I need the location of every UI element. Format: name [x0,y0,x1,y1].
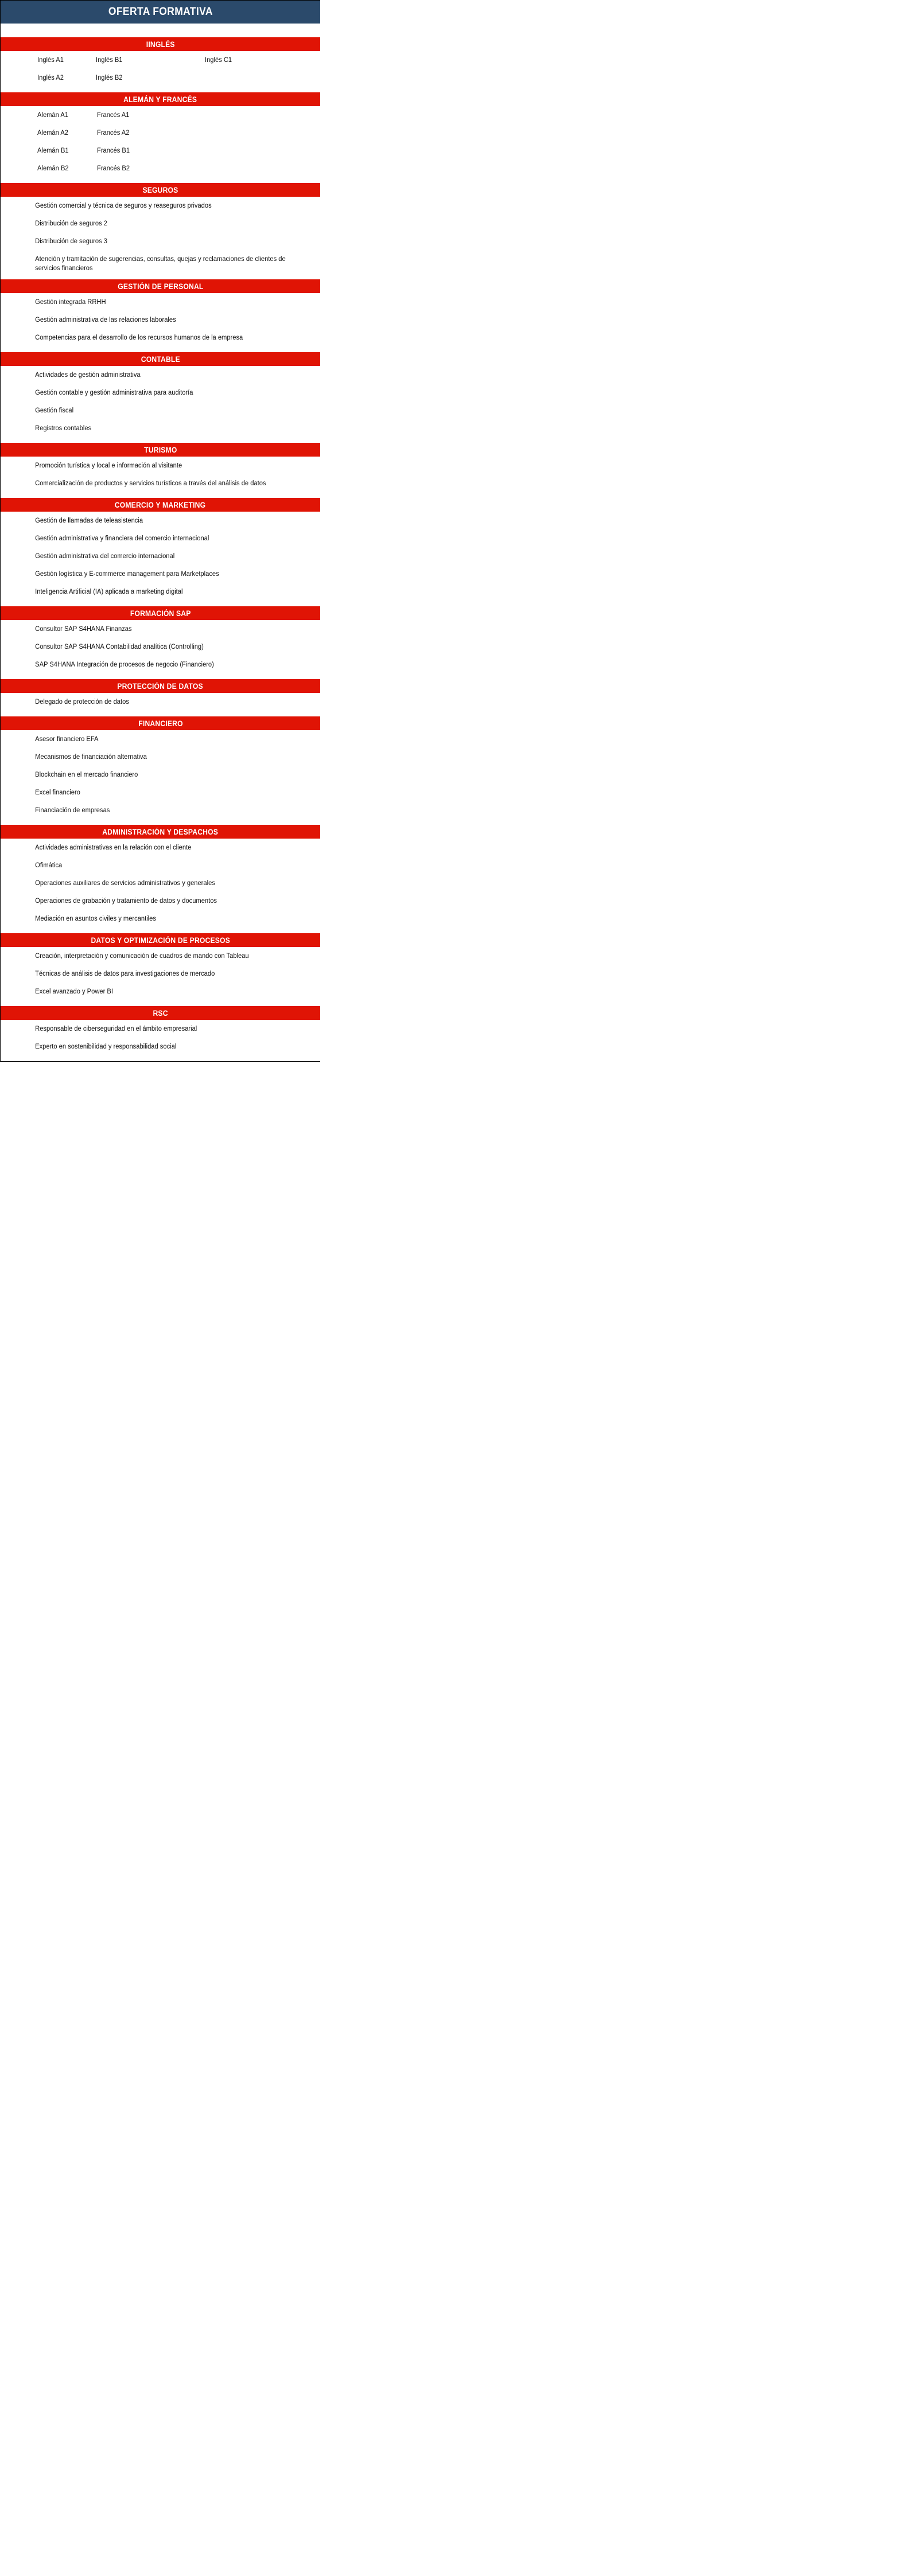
course-row [1,768,320,786]
course-item: Atención y tramitación de sugerencias, consultas, quejas y reclamaciones de clientes de servicios financieros [35,256,286,272]
course-row [1,1040,320,1058]
section-body [1,839,320,933]
course-item: Mecanismos de financiación alternativa [35,754,147,761]
course-row [1,295,320,313]
course-row [1,622,320,640]
page-title-banner [1,0,320,24]
section [1,183,320,279]
course-item: Ofimática [35,862,63,870]
course-item: Gestión administrativa de las relaciones laborales [35,317,176,324]
course-item: Asesor financiero EFA [35,736,99,743]
course-row [1,477,320,494]
section-header [1,825,320,839]
course-item: Registros contables [35,425,92,432]
course-item: Francés B2 [97,165,130,172]
section-header [1,716,320,730]
course-row [1,235,320,252]
course-item: Alemán B1 [37,147,69,154]
course-row [1,786,320,804]
course-row [1,658,320,676]
section-title: CONTABLE [141,354,180,364]
course-item: Promoción turística y local e información al visitante [35,462,182,470]
course-row [1,985,320,1003]
section [1,352,320,443]
course-row [1,217,320,235]
section-title: COMERCIO Y MARKETING [115,500,206,509]
course-item: Alemán A1 [37,112,68,119]
section-header [1,606,320,620]
section-body [1,947,320,1006]
section-header [1,183,320,197]
section-body [1,293,320,352]
section [1,92,320,183]
section-body [1,620,320,679]
course-row [1,1022,320,1040]
course-row [1,585,320,603]
course-row [1,514,320,532]
section-header [1,933,320,947]
course-item: Inglés C1 [205,57,232,64]
section-title: DATOS Y OPTIMIZACIÓN DE PROCESOS [91,936,230,945]
course-item: Gestión contable y gestión administrativa para auditoría [35,389,193,397]
course-row [1,695,320,713]
course-item: Competencias para el desarrollo de los recursos humanos de la empresa [35,334,243,342]
section [1,825,320,933]
course-item: Excel avanzado y Power BI [35,988,113,996]
course-row [1,912,320,930]
section-title: SEGUROS [142,185,178,194]
course-row [1,313,320,331]
course-row [1,459,320,477]
course-row [1,550,320,567]
course-row [1,108,320,126]
section [1,498,320,606]
course-row [1,404,320,422]
course-row [1,949,320,967]
course-row [1,144,320,162]
course-item: Excel financiero [35,789,80,797]
section-header [1,279,320,293]
section-title: ALEMÁN Y FRANCÉS [123,95,197,104]
section [1,279,320,352]
section-body [1,512,320,606]
section-title: FORMACIÓN SAP [130,609,191,618]
sections-list [1,37,320,1061]
course-item: Técnicas de análisis de datos para investigaciones de mercado [35,971,215,978]
course-row [1,894,320,912]
course-item: Gestión fiscal [35,407,74,415]
course-item: Gestión logística y E-commerce management para Marketplaces [35,571,219,578]
course-row [1,841,320,859]
course-row [1,368,320,386]
course-row [1,804,320,821]
course-item: Francés A1 [97,112,130,119]
course-row [1,126,320,144]
course-item: Distribución de seguros 3 [35,238,108,245]
section-body [1,1020,320,1061]
section-body [1,51,320,92]
course-row [1,567,320,585]
course-item: Inglés B1 [96,57,123,64]
course-row [1,252,320,276]
course-item: Delegado de protección de datos [35,699,129,706]
course-row [1,162,320,180]
course-item: Inteligencia Artificial (IA) aplicada a marketing digital [35,589,183,596]
course-item: SAP S4HANA Integración de procesos de negocio (Financiero) [35,661,214,669]
section [1,1006,320,1061]
section-title: PROTECCIÓN DE DATOS [117,681,204,691]
course-item: Consultor SAP S4HANA Finanzas [35,626,132,633]
course-item: Gestión comercial y técnica de seguros y reaseguros privados [35,202,212,209]
section-body [1,693,320,716]
course-item: Distribución de seguros 2 [35,220,108,227]
course-item: Financiación de empresas [35,807,110,815]
page-title: OFERTA FORMATIVA [108,6,213,18]
course-row [1,967,320,985]
course-item: Mediación en asuntos civiles y mercantiles [35,915,156,923]
training-offer-poster [0,0,321,1062]
course-item: Comercialización de productos y servicios turísticos a través del análisis de datos [35,480,266,488]
section-body [1,457,320,498]
section-title: IINGLÉS [146,40,175,49]
course-item: Actividades administrativas en la relación con el cliente [35,844,192,852]
section-title: RSC [153,1008,168,1018]
course-item: Inglés A1 [37,57,64,64]
section-body [1,366,320,443]
section-header [1,498,320,512]
course-item: Consultor SAP S4HANA Contabilidad analítica (Controlling) [35,644,204,651]
section [1,606,320,679]
section [1,716,320,825]
course-row [1,199,320,217]
course-item: Francés A2 [97,130,130,137]
course-item: Blockchain en el mercado financiero [35,771,138,779]
section-body [1,106,320,183]
section-header [1,352,320,366]
course-item: Operaciones auxiliares de servicios administrativos y generales [35,880,215,887]
course-item: Operaciones de grabación y tratamiento de datos y documentos [35,898,217,905]
section [1,37,320,92]
course-item: Gestión administrativa del comercio internacional [35,553,175,560]
course-item: Experto en sostenibilidad y responsabilidad social [35,1043,177,1051]
course-row [1,532,320,550]
course-row [1,422,320,439]
course-item: Gestión de llamadas de teleasistencia [35,517,143,525]
course-row [1,53,320,71]
course-item: Actividades de gestión administrativa [35,372,141,379]
course-row [1,640,320,658]
course-row [1,876,320,894]
course-row [1,732,320,750]
section-body [1,197,320,279]
course-row [1,71,320,89]
section-header [1,37,320,51]
course-item: Inglés B2 [96,75,123,81]
banner-spacer [1,24,320,37]
course-row [1,386,320,404]
section-header [1,443,320,457]
course-row [1,331,320,349]
section-title: ADMINISTRACIÓN Y DESPACHOS [102,827,219,836]
section-header [1,1006,320,1020]
section [1,933,320,1006]
course-row [1,859,320,876]
course-item: Inglés A2 [37,75,64,81]
course-item: Francés B1 [97,147,130,154]
course-item: Alemán B2 [37,165,69,172]
course-item: Gestión integrada RRHH [35,299,106,306]
section-title: GESTIÓN DE PERSONAL [117,282,204,291]
bottom-rule [1,1061,320,1062]
section-body [1,730,320,825]
course-item: Responsable de ciberseguridad en el ámbito empresarial [35,1026,197,1033]
course-item: Alemán A2 [37,130,68,137]
section-header [1,679,320,693]
section-title: TURISMO [143,445,177,454]
course-row [1,750,320,768]
section-header [1,92,320,106]
section [1,443,320,498]
course-item: Creación, interpretación y comunicación de cuadros de mando con Tableau [35,953,249,960]
section-title: FINANCIERO [138,719,183,728]
section [1,679,320,716]
course-item: Gestión administrativa y financiera del comercio internacional [35,535,209,543]
